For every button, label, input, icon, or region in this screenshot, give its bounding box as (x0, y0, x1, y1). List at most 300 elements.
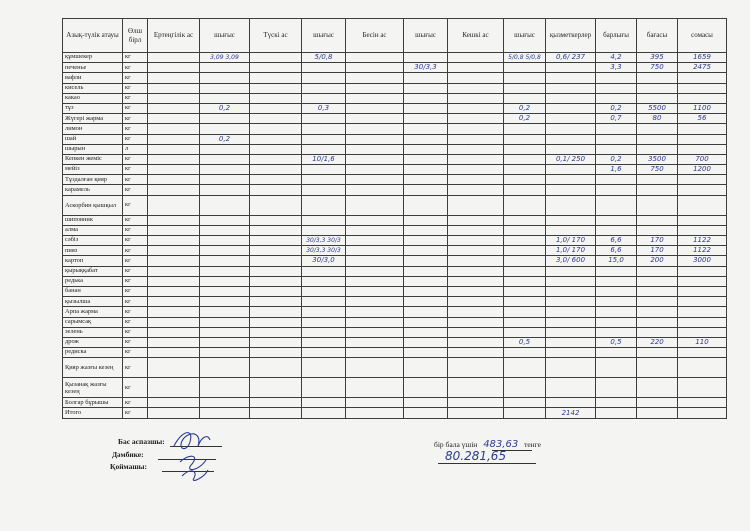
cell-empty (250, 307, 302, 317)
cell-lo (302, 307, 346, 317)
cell-do (504, 175, 546, 185)
cell-total (596, 124, 637, 134)
table-row (63, 317, 727, 327)
cell-unit: кг (123, 348, 148, 358)
cell-lo (302, 286, 346, 296)
cell-staff (546, 215, 596, 225)
cell-staff (546, 307, 596, 317)
cell-empty (250, 266, 302, 276)
cell-empty (448, 348, 504, 358)
cell-staff: 2142 (546, 408, 596, 418)
cell-name: шай (63, 134, 123, 144)
header-sum: сомасы (678, 19, 727, 53)
cell-so (404, 337, 448, 347)
cell-unit: кг (123, 337, 148, 347)
cell-unit: кг (123, 307, 148, 317)
cell-price (637, 307, 678, 317)
cell-do (504, 358, 546, 378)
cell-lo: 10/1,6 (302, 154, 346, 164)
cell-staff (546, 297, 596, 307)
cell-name: Итого (63, 408, 123, 418)
cell-unit: кг (123, 154, 148, 164)
header-lunch: Түскі ас (250, 19, 302, 53)
cell-empty (448, 256, 504, 266)
cell-empty (250, 103, 302, 113)
cell-lo (302, 195, 346, 215)
cell-so (404, 327, 448, 337)
cell-empty (250, 124, 302, 134)
cell-staff (546, 124, 596, 134)
cell-empty (346, 103, 404, 113)
cell-name: Қызанақ жазғы кезең (63, 378, 123, 398)
cell-price: 750 (637, 165, 678, 175)
cell-so (404, 195, 448, 215)
cell-staff: 0,6/ 237 (546, 53, 596, 63)
cell-empty (448, 93, 504, 103)
cell-empty (250, 195, 302, 215)
cell-empty (148, 327, 200, 337)
table-row (63, 297, 727, 307)
cell-staff (546, 103, 596, 113)
table-row (63, 286, 727, 296)
cell-sum (678, 134, 727, 144)
cell-do (504, 185, 546, 195)
cell-total: 0,2 (596, 154, 637, 164)
cell-so (404, 266, 448, 276)
cell-so (404, 236, 448, 246)
menu-requirement-table (62, 18, 727, 419)
cell-unit: кг (123, 378, 148, 398)
cell-bo (200, 195, 250, 215)
cell-name: Кепкен жеміс (63, 154, 123, 164)
cell-staff (546, 327, 596, 337)
cell-unit: кг (123, 195, 148, 215)
cell-staff (546, 134, 596, 144)
cell-empty (346, 297, 404, 307)
cell-do (504, 144, 546, 154)
cell-empty (346, 195, 404, 215)
cell-price: 170 (637, 236, 678, 246)
cell-lo (302, 337, 346, 347)
cell-empty (250, 73, 302, 83)
cell-unit: кг (123, 256, 148, 266)
cell-empty (250, 83, 302, 93)
cell-staff (546, 185, 596, 195)
cell-so (404, 297, 448, 307)
cell-empty (148, 185, 200, 195)
cell-empty (250, 246, 302, 256)
cell-sum (678, 358, 727, 378)
cell-empty (250, 154, 302, 164)
table-row (63, 327, 727, 337)
cell-sum (678, 195, 727, 215)
cell-empty (346, 276, 404, 286)
cell-total (596, 398, 637, 408)
currency-label: тенге (524, 440, 541, 449)
cell-empty (448, 124, 504, 134)
cell-unit: кг (123, 215, 148, 225)
cell-empty (148, 114, 200, 124)
cell-do (504, 317, 546, 327)
header-total: барлығы (596, 19, 637, 53)
cell-so (404, 144, 448, 154)
cell-empty (448, 317, 504, 327)
cell-sum (678, 215, 727, 225)
per-child-label: бір бала үшін (434, 440, 478, 449)
cell-so (404, 348, 448, 358)
table-row (63, 114, 727, 124)
cell-sum: 1659 (678, 53, 727, 63)
cell-price (637, 398, 678, 408)
cell-empty (448, 297, 504, 307)
cell-empty (148, 83, 200, 93)
cell-empty (148, 236, 200, 246)
cell-name: сәбіз (63, 236, 123, 246)
cell-sum (678, 124, 727, 134)
cell-empty (448, 276, 504, 286)
cell-staff (546, 337, 596, 347)
cell-empty (250, 93, 302, 103)
cell-empty (148, 165, 200, 175)
cell-lo (302, 348, 346, 358)
header-dinner: Кешкі ас (448, 19, 504, 53)
cell-unit: кг (123, 398, 148, 408)
table-row (63, 83, 727, 93)
cell-sum (678, 144, 727, 154)
cell-sum: 700 (678, 154, 727, 164)
cell-name: шиповник (63, 215, 123, 225)
cell-empty (346, 144, 404, 154)
cell-lo (302, 358, 346, 378)
grand-total-value: 80.281,65 (445, 449, 507, 463)
cell-price (637, 124, 678, 134)
cell-empty (250, 215, 302, 225)
cell-price (637, 215, 678, 225)
cell-bo (200, 297, 250, 307)
cell-total: 6,6 (596, 236, 637, 246)
cell-sum: 3000 (678, 256, 727, 266)
cell-empty (346, 175, 404, 185)
cell-empty (448, 144, 504, 154)
chef-label: Бас аспазшы: (118, 437, 165, 446)
cell-bo (200, 93, 250, 103)
cell-empty (346, 154, 404, 164)
cell-empty (148, 144, 200, 154)
cell-price: 750 (637, 63, 678, 73)
cell-empty (346, 63, 404, 73)
cell-staff (546, 165, 596, 175)
cell-empty (346, 93, 404, 103)
cell-sum (678, 297, 727, 307)
cell-lo (302, 398, 346, 408)
cell-sum (678, 307, 727, 317)
cell-empty (448, 266, 504, 276)
cell-empty (148, 358, 200, 378)
table-row (63, 307, 727, 317)
cell-total (596, 266, 637, 276)
cell-unit: кг (123, 63, 148, 73)
cell-bo (200, 256, 250, 266)
header-breakfast-out: шығыс (200, 19, 250, 53)
cell-empty (250, 276, 302, 286)
cell-so: 30/3,3 (404, 63, 448, 73)
cell-total (596, 378, 637, 398)
cell-lo (302, 225, 346, 235)
cell-empty (148, 297, 200, 307)
cell-do (504, 378, 546, 398)
grand-total-underline (438, 463, 536, 464)
cell-staff (546, 63, 596, 73)
dietician-label: Дәмбике: (112, 450, 144, 459)
cell-do (504, 266, 546, 276)
cell-unit: кг (123, 266, 148, 276)
cell-empty (250, 398, 302, 408)
cell-unit: кг (123, 73, 148, 83)
cell-empty (250, 256, 302, 266)
cell-total: 4,2 (596, 53, 637, 63)
header-unit: Өлш бірл (123, 19, 148, 53)
cell-bo (200, 276, 250, 286)
cell-lo: 30/3,3 30/3 (302, 236, 346, 246)
cell-name: тұз (63, 103, 123, 113)
table-row (63, 93, 727, 103)
cell-total: 6,6 (596, 246, 637, 256)
cell-name: картоп (63, 256, 123, 266)
cell-total (596, 276, 637, 286)
cell-staff (546, 276, 596, 286)
cell-lo: 30/3,3 30/3 (302, 246, 346, 256)
cell-bo (200, 215, 250, 225)
table-row (63, 358, 727, 378)
cell-bo (200, 124, 250, 134)
cell-sum (678, 276, 727, 286)
cell-bo (200, 286, 250, 296)
cell-lo (302, 378, 346, 398)
cell-bo (200, 154, 250, 164)
cell-staff (546, 175, 596, 185)
cell-lo (302, 93, 346, 103)
cell-total: 3,3 (596, 63, 637, 73)
cell-name: печенье (63, 63, 123, 73)
header-staff: қызметкерлер (546, 19, 596, 53)
cell-name: банан (63, 286, 123, 296)
cell-lo (302, 63, 346, 73)
cell-total: 0,5 (596, 337, 637, 347)
cell-so (404, 307, 448, 317)
cell-empty (448, 103, 504, 113)
cell-empty (250, 225, 302, 235)
cell-staff (546, 195, 596, 215)
cell-so (404, 398, 448, 408)
cell-so (404, 408, 448, 418)
table-row (63, 225, 727, 235)
cell-total (596, 225, 637, 235)
cell-name: Қияр жазғы кезең (63, 358, 123, 378)
cell-lo (302, 165, 346, 175)
cell-empty (148, 195, 200, 215)
cell-unit: кг (123, 358, 148, 378)
cell-unit: кг (123, 83, 148, 93)
cell-bo (200, 73, 250, 83)
cell-lo (302, 185, 346, 195)
cell-bo (200, 266, 250, 276)
cell-price (637, 195, 678, 215)
cell-empty (250, 408, 302, 418)
cell-empty (148, 154, 200, 164)
header-name: Азық-түлік атауы (63, 19, 123, 53)
cell-so (404, 73, 448, 83)
cell-staff (546, 348, 596, 358)
cell-unit: л (123, 144, 148, 154)
table-header-row (63, 19, 727, 53)
cell-unit: кг (123, 185, 148, 195)
cell-empty (148, 134, 200, 144)
table-row (63, 165, 727, 175)
cell-bo (200, 398, 250, 408)
table-row (63, 175, 727, 185)
cell-price (637, 378, 678, 398)
cell-name: Жүгері жарма (63, 114, 123, 124)
cell-name: карамель (63, 185, 123, 195)
cell-lo (302, 317, 346, 327)
cell-price: 170 (637, 246, 678, 256)
cell-empty (448, 195, 504, 215)
table-row (63, 337, 727, 347)
cell-do (504, 134, 546, 144)
cell-so (404, 53, 448, 63)
cell-empty (448, 134, 504, 144)
cell-do (504, 246, 546, 256)
cell-unit: кг (123, 175, 148, 185)
cell-so (404, 358, 448, 378)
cell-empty (148, 317, 200, 327)
cell-bo (200, 175, 250, 185)
cell-unit: кг (123, 165, 148, 175)
cell-bo (200, 114, 250, 124)
cell-do: 0,2 (504, 103, 546, 113)
cell-price (637, 317, 678, 327)
cell-sum: 1200 (678, 165, 727, 175)
cell-empty (148, 256, 200, 266)
cell-name: қызылша (63, 297, 123, 307)
cell-total (596, 73, 637, 83)
cell-price (637, 348, 678, 358)
cell-sum (678, 225, 727, 235)
cell-do (504, 215, 546, 225)
cell-unit: кг (123, 236, 148, 246)
cell-bo (200, 144, 250, 154)
cell-total (596, 408, 637, 418)
cell-price (637, 358, 678, 378)
cell-total: 1,6 (596, 165, 637, 175)
cell-empty (346, 327, 404, 337)
cell-empty (346, 266, 404, 276)
cell-so (404, 276, 448, 286)
cell-staff (546, 358, 596, 378)
cell-empty (346, 307, 404, 317)
cell-empty (148, 246, 200, 256)
cell-sum (678, 93, 727, 103)
cell-name: мейіз (63, 165, 123, 175)
cell-name: редька (63, 276, 123, 286)
cell-empty (448, 286, 504, 296)
cell-name: лимон (63, 124, 123, 134)
cell-name: вафли (63, 73, 123, 83)
cell-sum: 1100 (678, 103, 727, 113)
cell-staff (546, 144, 596, 154)
cell-sum (678, 408, 727, 418)
cell-unit: кг (123, 134, 148, 144)
cell-empty (148, 378, 200, 398)
table-row (63, 236, 727, 246)
cell-total (596, 327, 637, 337)
cell-staff: 3,0/ 600 (546, 256, 596, 266)
cell-empty (250, 337, 302, 347)
cell-bo: 0,2 (200, 134, 250, 144)
cell-so (404, 83, 448, 93)
cell-bo (200, 165, 250, 175)
cell-staff (546, 266, 596, 276)
cell-price (637, 73, 678, 83)
cell-do: 0,2 (504, 114, 546, 124)
cell-sum (678, 286, 727, 296)
header-lunch-out: шығыс (302, 19, 346, 53)
cell-lo: 0,3 (302, 103, 346, 113)
cell-unit: кг (123, 103, 148, 113)
cell-empty (448, 378, 504, 398)
cell-bo (200, 348, 250, 358)
cell-unit: кг (123, 297, 148, 307)
cell-bo (200, 185, 250, 195)
cell-price (637, 93, 678, 103)
cell-unit: кг (123, 327, 148, 337)
table-row (63, 124, 727, 134)
cell-empty (448, 114, 504, 124)
cell-bo: 0,2 (200, 103, 250, 113)
cell-do (504, 154, 546, 164)
cell-lo (302, 134, 346, 144)
cell-empty (148, 337, 200, 347)
signature-scribble-icon (168, 426, 228, 484)
cell-sum (678, 398, 727, 408)
cell-empty (448, 83, 504, 93)
table-row (63, 154, 727, 164)
cell-empty (148, 276, 200, 286)
cell-empty (448, 154, 504, 164)
cell-total (596, 195, 637, 215)
cell-unit: кг (123, 317, 148, 327)
per-child-value: 483,63 (483, 439, 519, 450)
cell-empty (448, 307, 504, 317)
cell-do (504, 348, 546, 358)
cell-so (404, 185, 448, 195)
cell-bo (200, 358, 250, 378)
cell-do (504, 73, 546, 83)
cell-empty (346, 83, 404, 93)
cell-price (637, 185, 678, 195)
cell-so (404, 175, 448, 185)
cell-empty (250, 286, 302, 296)
cell-unit: кг (123, 225, 148, 235)
cell-sum (678, 317, 727, 327)
cell-do (504, 165, 546, 175)
cell-do (504, 297, 546, 307)
cell-total (596, 348, 637, 358)
cell-total (596, 134, 637, 144)
cell-unit: кг (123, 246, 148, 256)
cell-lo: 30/3,0 (302, 256, 346, 266)
header-dinner-out: шығыс (504, 19, 546, 53)
